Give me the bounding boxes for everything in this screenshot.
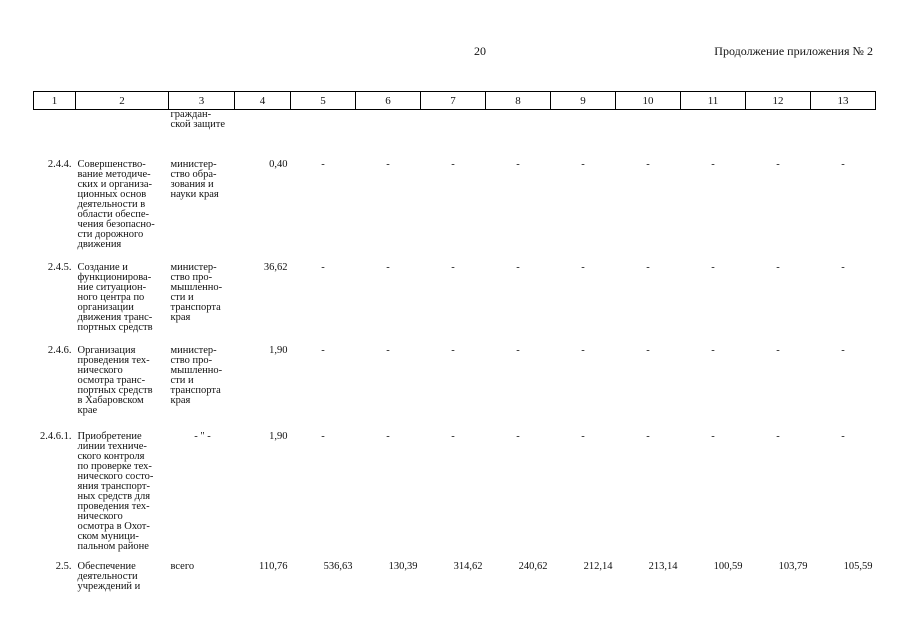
year-value: - [321,261,325,273]
year-value: - [646,430,650,442]
column-header: 1 [34,92,76,110]
year-value: - [516,261,520,273]
year-value: 105,59 [843,560,873,572]
year-value: - [386,430,390,442]
year-value: - [321,344,325,356]
column-header: 13 [811,92,876,110]
carryover-responsible: граждан- ской защите [170,109,225,130]
year-value: - [841,158,845,170]
year-value: 100,59 [713,560,743,572]
year-value: 314,62 [453,560,483,572]
year-value: - [711,430,715,442]
table-row [34,160,876,263]
responsible-body: всего [170,560,195,572]
year-value: - [386,261,390,273]
year-value: - [776,158,780,170]
year-value: - [581,158,585,170]
column-header: 10 [616,92,681,110]
year-value: - [646,158,650,170]
budget-table [33,91,876,602]
year-value: - [711,158,715,170]
item-name: Создание и функционирова- ние ситуацион- ного центра по организации движения транс- портных средств [77,261,153,333]
total-value: 1,90 [269,430,288,442]
column-header: 5 [291,92,356,110]
year-value: - [841,344,845,356]
year-value: 240,62 [518,560,548,572]
item-name: Приобретение линии техниче- ского контроля по проверке тех- нического состо- яния транспорт- ных средств для проведения тех- нического осмотра в Охот- ском муници- пальном районе [77,430,154,552]
year-value: - [646,261,650,273]
column-header: 9 [551,92,616,110]
column-header: 7 [421,92,486,110]
table-row [34,263,876,346]
continuation-heading: Продолжение приложения № 2 [714,44,873,58]
item-number: 2.4.4. [47,158,72,170]
item-number: 2.4.6.1. [40,430,72,442]
year-value: - [841,261,845,273]
year-value: - [516,344,520,356]
year-value: - [516,158,520,170]
year-value: 130,39 [388,560,418,572]
responsible-body: министер- ство про- мышленно- сти и транспорта края [170,261,223,323]
item-name: Обеспечение деятельности учреждений и [77,560,141,592]
year-value: - [776,430,780,442]
year-value: 103,79 [778,560,808,572]
year-value: - [451,261,455,273]
total-value: 110,76 [259,560,288,572]
year-value: 212,14 [583,560,613,572]
total-value: 0,40 [269,158,288,170]
year-value: - [451,344,455,356]
column-header: 12 [746,92,811,110]
total-value: 1,90 [269,344,288,356]
column-header: 11 [681,92,746,110]
total-value: 36,62 [263,261,288,273]
column-header: 4 [235,92,291,110]
item-number: 2.4.6. [47,344,72,356]
page-number: 20 [474,44,486,58]
year-value: - [321,430,325,442]
responsible-body: министер- ство обра- зования и науки края [170,158,219,200]
item-number: 2.5. [55,560,72,572]
table-row [34,432,876,562]
table-row [34,562,876,602]
year-value: - [581,261,585,273]
year-value: - [386,158,390,170]
year-value: - [646,344,650,356]
item-name: Совершенство- вание методиче- ских и организа- ционных основ деятельности в области обеспе- чения безопасно- сти дорожного движения [77,158,155,250]
year-value: - [711,261,715,273]
year-value: 213,14 [648,560,678,572]
table-row [34,346,876,432]
year-value: - [321,158,325,170]
column-header: 2 [76,92,169,110]
responsible-body: - " - [194,430,211,442]
year-value: - [841,430,845,442]
item-name: Организация проведения тех- нического осмотра транс- портных средств в Хабаровском крае [77,344,153,416]
year-value: 536,63 [323,560,353,572]
year-value: - [776,344,780,356]
year-value: - [581,344,585,356]
year-value: - [451,430,455,442]
responsible-body: министер- ство про- мышленно- сти и транспорта края [170,344,223,406]
year-value: - [386,344,390,356]
table-body [34,110,876,602]
column-header: 8 [486,92,551,110]
year-value: - [776,261,780,273]
column-header: 3 [169,92,235,110]
year-value: - [711,344,715,356]
column-header: 6 [356,92,421,110]
year-value: - [516,430,520,442]
column-number-row [34,92,876,110]
year-value: - [581,430,585,442]
year-value: - [451,158,455,170]
carryover-row [34,110,876,160]
item-number: 2.4.5. [47,261,72,273]
